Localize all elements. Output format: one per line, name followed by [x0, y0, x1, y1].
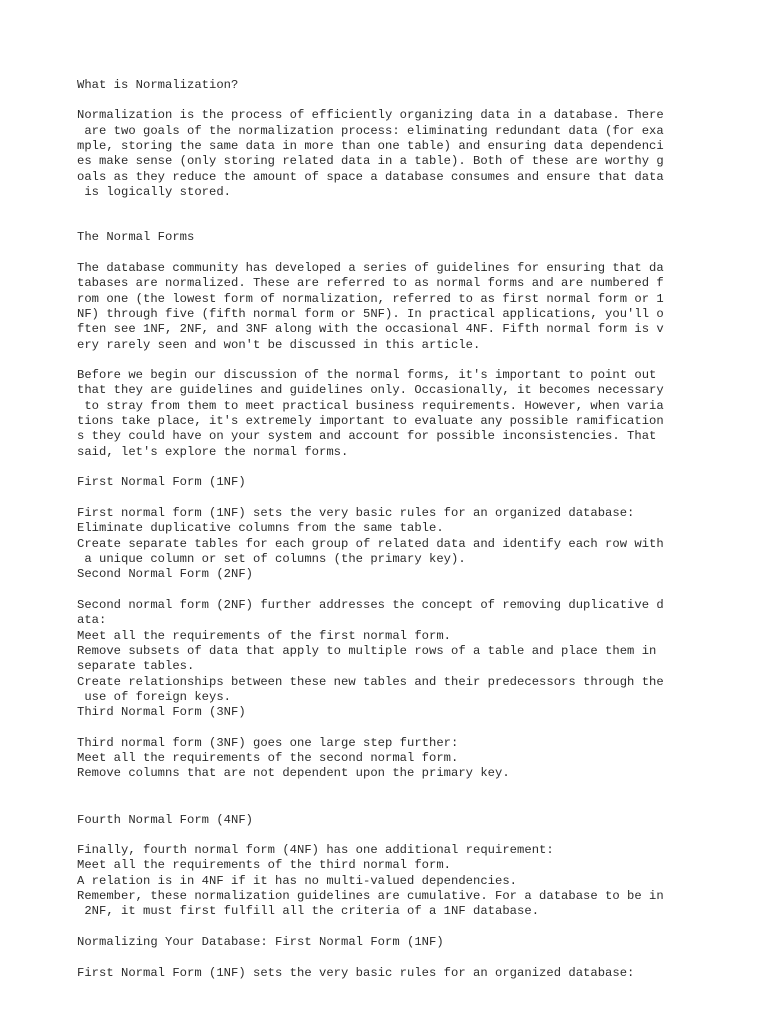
text-line: Normalization is the process of efficiently organizing data in a database. There	[77, 108, 664, 122]
text-line: NF) through five (fifth normal form or 5NF). In practical applications, you'll o	[77, 307, 664, 321]
text-line: Remove columns that are not dependent upon the primary key.	[77, 766, 510, 780]
text-line: First normal form (1NF) sets the very basic rules for an organized database:	[77, 506, 635, 520]
text-line: Create relationships between these new tables and their predecessors through the	[77, 675, 664, 689]
text-line: a unique column or set of columns (the primary key).	[77, 552, 466, 566]
text-line: said, let's explore the normal forms.	[77, 445, 349, 459]
text-line: A relation is in 4NF if it has no multi-valued dependencies.	[77, 874, 518, 888]
text-line: ften see 1NF, 2NF, and 3NF along with the occasional 4NF. Fifth normal form is v	[77, 322, 664, 336]
text-line: Remember, these normalization guidelines are cumulative. For a database to be in	[77, 889, 664, 903]
text-line: Meet all the requirements of the third normal form.	[77, 858, 452, 872]
text-line: Second normal form (2NF) further addresses the concept of removing duplicative d	[77, 598, 664, 612]
text-line: Before we begin our discussion of the normal forms, it's important to point out	[77, 368, 657, 382]
text-line: separate tables.	[77, 659, 195, 673]
text-line: The database community has developed a series of guidelines for ensuring that da	[77, 261, 664, 275]
text-line: use of foreign keys.	[77, 690, 232, 704]
heading-what-is-normalization: What is Normalization?	[77, 78, 239, 92]
text-line: is logically stored.	[77, 185, 232, 199]
text-line: Meet all the requirements of the second normal form.	[77, 751, 459, 765]
heading-normalizing-database: Normalizing Your Database: First Normal Form (1NF)	[77, 935, 444, 949]
text-line: ata:	[77, 613, 107, 627]
heading-fourth-normal-form: Fourth Normal Form (4NF)	[77, 813, 254, 827]
text-line: mple, storing the same data in more than one table) and ensuring data dependenci	[77, 139, 664, 153]
text-line: s they could have on your system and account for possible inconsistencies. That	[77, 429, 657, 443]
heading-first-normal-form: First Normal Form (1NF)	[77, 475, 246, 489]
text-line: are two goals of the normalization process: eliminating redundant data (for exa	[77, 124, 664, 138]
text-line: es make sense (only storing related data in a table). Both of these are worthy g	[77, 154, 664, 168]
text-line: First Normal Form (1NF) sets the very basic rules for an organized database:	[77, 966, 635, 980]
text-line: 2NF, it must first fulfill all the criteria of a 1NF database.	[77, 904, 540, 918]
text-line: Finally, fourth normal form (4NF) has one additional requirement:	[77, 843, 554, 857]
text-line: ery rarely seen and won't be discussed in this article.	[77, 338, 481, 352]
text-line: Third normal form (3NF) goes one large step further:	[77, 736, 459, 750]
text-line: Eliminate duplicative columns from the same table.	[77, 521, 444, 535]
text-line: Create separate tables for each group of related data and identify each row with	[77, 537, 664, 551]
text-line: oals as they reduce the amount of space a database consumes and ensure that data	[77, 170, 664, 184]
heading-normal-forms: The Normal Forms	[77, 230, 195, 244]
heading-second-normal-form: Second Normal Form (2NF)	[77, 567, 254, 581]
heading-third-normal-form: Third Normal Form (3NF)	[77, 705, 246, 719]
text-line: Remove subsets of data that apply to multiple rows of a table and place them in	[77, 644, 657, 658]
text-line: that they are guidelines and guidelines only. Occasionally, it becomes necessary	[77, 383, 664, 397]
text-line: rom one (the lowest form of normalization, referred to as first normal form or 1	[77, 292, 664, 306]
text-line: tions take place, it's extremely important to evaluate any possible ramification	[77, 414, 664, 428]
text-line: tabases are normalized. These are referred to as normal forms and are numbered f	[77, 276, 664, 290]
text-line: Meet all the requirements of the first normal form.	[77, 629, 452, 643]
text-line: to stray from them to meet practical business requirements. However, when varia	[77, 399, 664, 413]
